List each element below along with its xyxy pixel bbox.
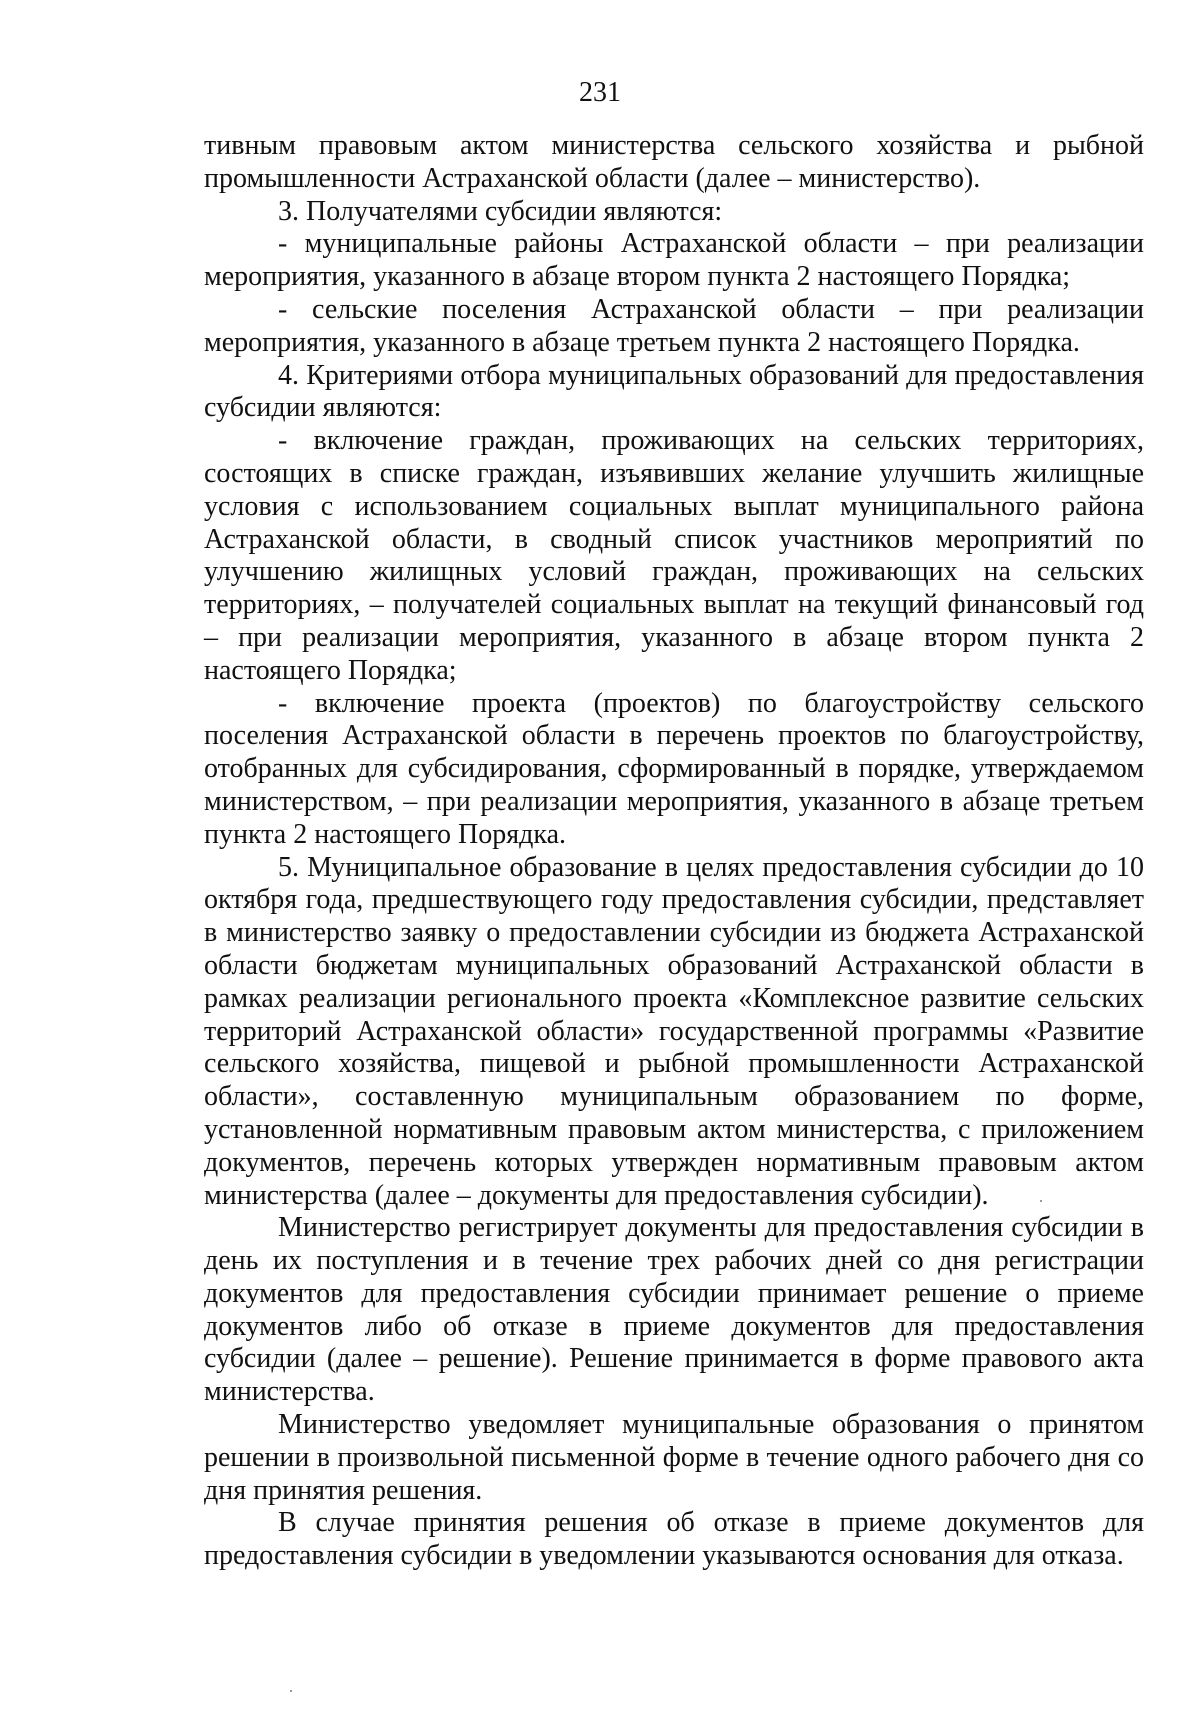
paragraph-registration: Министерство регистрирует документы для предоставления субсидии в день их поступления и в течение трех рабочих дней со дня регистрации документов для предоставления субсидии принимает решение о приеме документов либо об отказе в приеме документов для предоставления субсидии (далее – решение). Решение принимается в форме правового акта министерства. [204, 1212, 1144, 1408]
paragraph-item-3: 3. Получателями субсидии являются: [278, 195, 723, 227]
paragraph-refusal: В случае принятия решения об отказе в приеме документов для предоставления субсидии в уведомлении указываются основания для отказа. [204, 1507, 1144, 1572]
paragraph-item-4-bullet-2: - включение проекта (проектов) по благоустройству сельского поселения Астраханской области в перечень проектов по благоустройству, отобранных для субсидирования, сформированный в порядке, утверждаемом министерством, – при реализации мероприятия, указанного в абзаце третьем пункта 2 настоящего Порядка. [204, 687, 1144, 850]
scan-speck [290, 1690, 292, 1692]
paragraph-item-5: 5. Муниципальное образование в целях предоставления субсидии до 10 октября года, предшествующего году предоставления субсидии, представляет в министерство заявку о предоставлении субсидии из бюджета Астраханской области бюджетам муниципальных образований Астраханской области в рамках реализации регионального проекта «Комплексное развитие сельских территорий Астраханской области» государственной программы «Развитие сельского хозяйства, пищевой и рыбной промышленности Астраханской области», составленную муниципальным образованием по форме, установленной нормативным правовым актом министерства, с приложением документов, перечень которых утвержден нормативным правовым актом министерства (далее – документы для предоставления субсидии). [204, 851, 1144, 1211]
document-body [204, 130, 1144, 1573]
paragraph-continuation: тивным правовым актом министерства сельского хозяйства и рыбной промышленности Астраханской области (далее – министерство). [204, 130, 1144, 194]
paragraph-item-3-bullet-2: - сельские поселения Астраханской области – при реализации мероприятия, указанного в абзаце третьем пункта 2 настоящего Порядка. [204, 293, 1144, 358]
paragraph-notification: Министерство уведомляет муниципальные образования о принятом решении в произвольной письменной форме в течение одного рабочего дня со дня принятия решения. [204, 1409, 1144, 1506]
paragraph-item-3-bullet-1: - муниципальные районы Астраханской области – при реализации мероприятия, указанного в абзаце втором пункта 2 настоящего Порядка; [204, 228, 1144, 293]
scan-speck [1040, 1200, 1042, 1202]
paragraph-item-4-bullet-1: - включение граждан, проживающих на сельских территориях, состоящих в списке граждан, изъявивших желание улучшить жилищные условия с использованием социальных выплат муниципального района Астраханской области, в сводный список участников мероприятий по улучшению жилищных условий граждан, проживающих на сельских территориях, – получателей социальных выплат на текущий финансовый год – при реализации мероприятия, указанного в абзаце втором пункта 2 настоящего Порядка; [204, 425, 1144, 686]
paragraph-item-4: 4. Критериями отбора муниципальных образований для предоставления субсидии являются: [204, 359, 1144, 424]
page-number: 231 [579, 77, 621, 108]
